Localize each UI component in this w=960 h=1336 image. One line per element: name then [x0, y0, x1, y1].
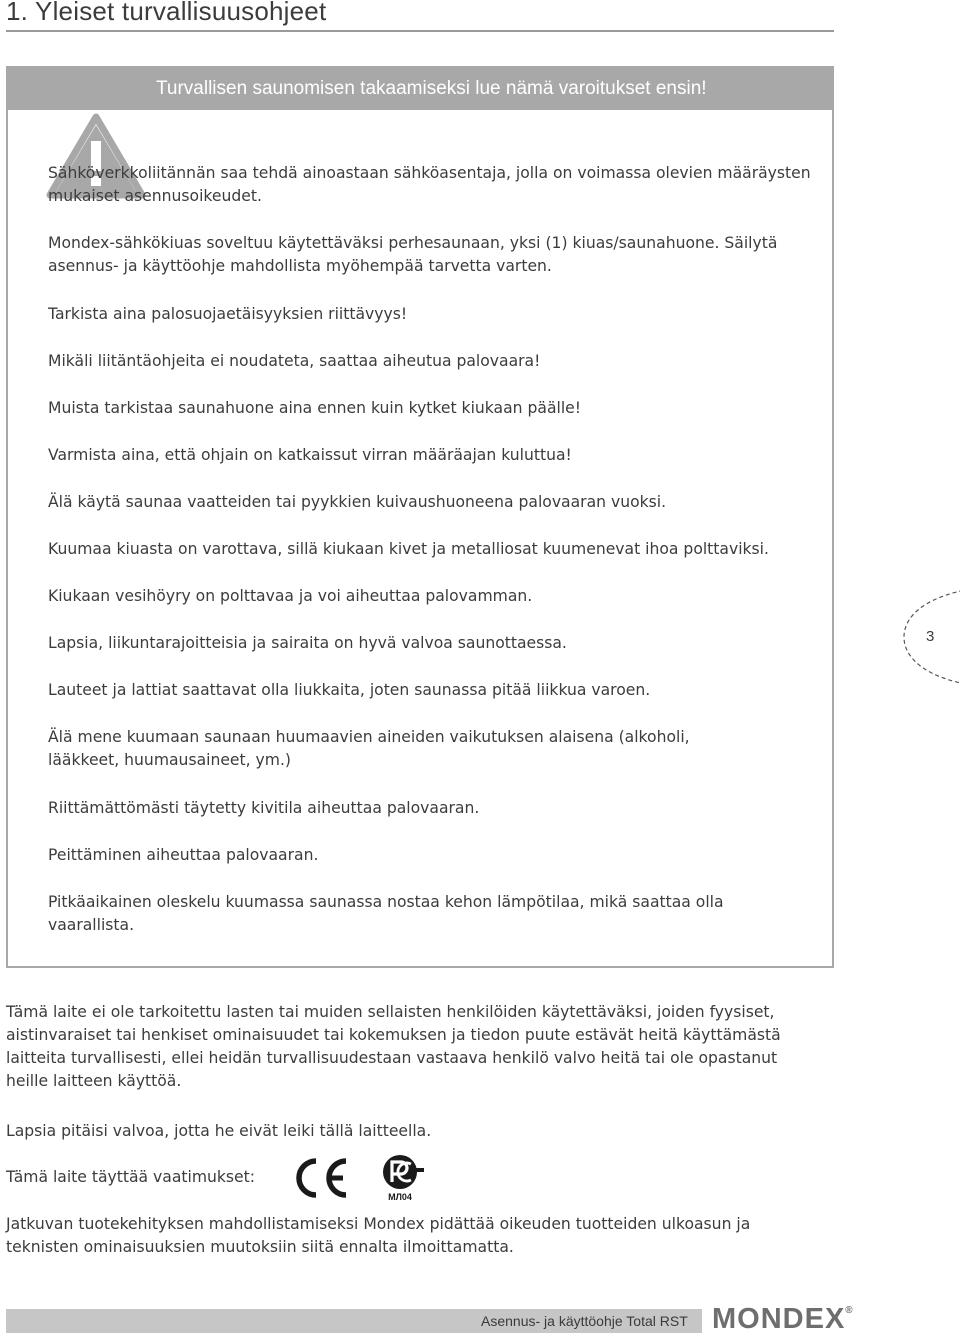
warning-item: Mikäli liitäntäohjeita ei noudateta, saattaa aiheutua palovaara! [48, 352, 541, 370]
warning-item: Riittämättömästi täytetty kivitila aiheuttaa palovaaran. [48, 799, 480, 817]
children-notice: Lapsia pitäisi valvoa, jotta he eivät leiki tällä laitteella. [6, 1122, 432, 1140]
warning-item: Älä mene kuumaan saunaan huumaavien aineiden vaikutuksen alaisena (alkoholi, lääkkeet, huumausaineet, ym.) [48, 728, 690, 769]
requirements-label: Tämä laite täyttää vaatimukset: [6, 1168, 256, 1186]
development-notice: Jatkuvan tuotekehityksen mahdollistamiseksi Mondex pidättää oikeuden tuotteiden ulkoasun ja teknisten ominaisuuksien muutoksiin siitä ennalta ilmoittamatta. [6, 1215, 751, 1256]
warning-item: Kiukaan vesihöyry on polttavaa ja voi aiheuttaa palovamman. [48, 587, 533, 605]
warning-item: Pitkäaikainen oleskelu kuumassa saunassa nostaa kehon lämpötilaa, mikä saattaa olla vaarallista. [48, 893, 724, 934]
warning-item: Sähköverkkoliitännän saa tehdä ainoastaan sähköasentaja, jolla on voimassa olevien määräysten mukaiset asennusoikeudet. [48, 164, 811, 205]
page-number: 3 [926, 628, 935, 645]
warning-item: Mondex-sähkökiuas soveltuu käytettäväksi perhesaunaan, yksi (1) kiuas/saunahuone. Säilytä asennus- ja käyttöohje mahdollista myöhempää tarvetta varten. [48, 234, 778, 275]
warning-item: Kuumaa kiuasta on varottava, sillä kiukaan kivet ja metalliosat kuumenevat ihoa polttaviksi. [48, 540, 769, 558]
registered-symbol: ® [845, 1305, 853, 1316]
manual-name: Asennus- ja käyttöohje Total RST [481, 1313, 688, 1329]
ce-mark-icon [292, 1156, 350, 1200]
warning-item: Muista tarkistaa saunahuone aina ennen kuin kytket kiukaan päälle! [48, 399, 582, 417]
warning-box [6, 66, 834, 968]
title-divider [6, 30, 834, 32]
brand-name: MONDEX [712, 1303, 846, 1335]
warning-header [8, 68, 832, 110]
warning-item: Tarkista aina palosuojaetäisyyksien riittävyys! [48, 305, 408, 323]
pct-certification-icon [378, 1152, 426, 1204]
brand-logo [712, 1303, 853, 1333]
warning-heading: Turvallisen saunomisen takaamiseksi lue nämä varoitukset ensin! [156, 78, 707, 99]
warning-item: Lauteet ja lattiat saattavat olla liukkaita, joten saunassa pitää liikkua varoen. [48, 681, 651, 699]
warning-item: Lapsia, liikuntarajoitteisia ja sairaita on hyvä valvoa saunottaessa. [48, 634, 567, 652]
pct-code: МЛ04 [388, 1192, 412, 1202]
warning-item: Peittäminen aiheuttaa palovaaran. [48, 846, 319, 864]
warning-item: Varmista aina, että ohjain on katkaissut virran määräajan kuluttua! [48, 446, 572, 464]
warning-item: Älä käytä saunaa vaatteiden tai pyykkien kuivaushuoneena palovaaran vuoksi. [48, 493, 667, 511]
supervision-notice: Tämä laite ei ole tarkoitettu lasten tai muiden sellaisten henkilöiden käytettäväksi, joiden fyysiset, aistinvaraiset tai henkiset ominaisuudet tai kokemuksen ja tiedon puute estävät heitä käyttämästä laitteita turvallisesti, ellei heidän turvallisuudestaan vastaava henkilö valvo heitä tai ole opastanut heille laitteen käyttöä. [6, 1003, 781, 1090]
section-title: 1. Yleiset turvallisuusohjeet [6, 0, 327, 26]
